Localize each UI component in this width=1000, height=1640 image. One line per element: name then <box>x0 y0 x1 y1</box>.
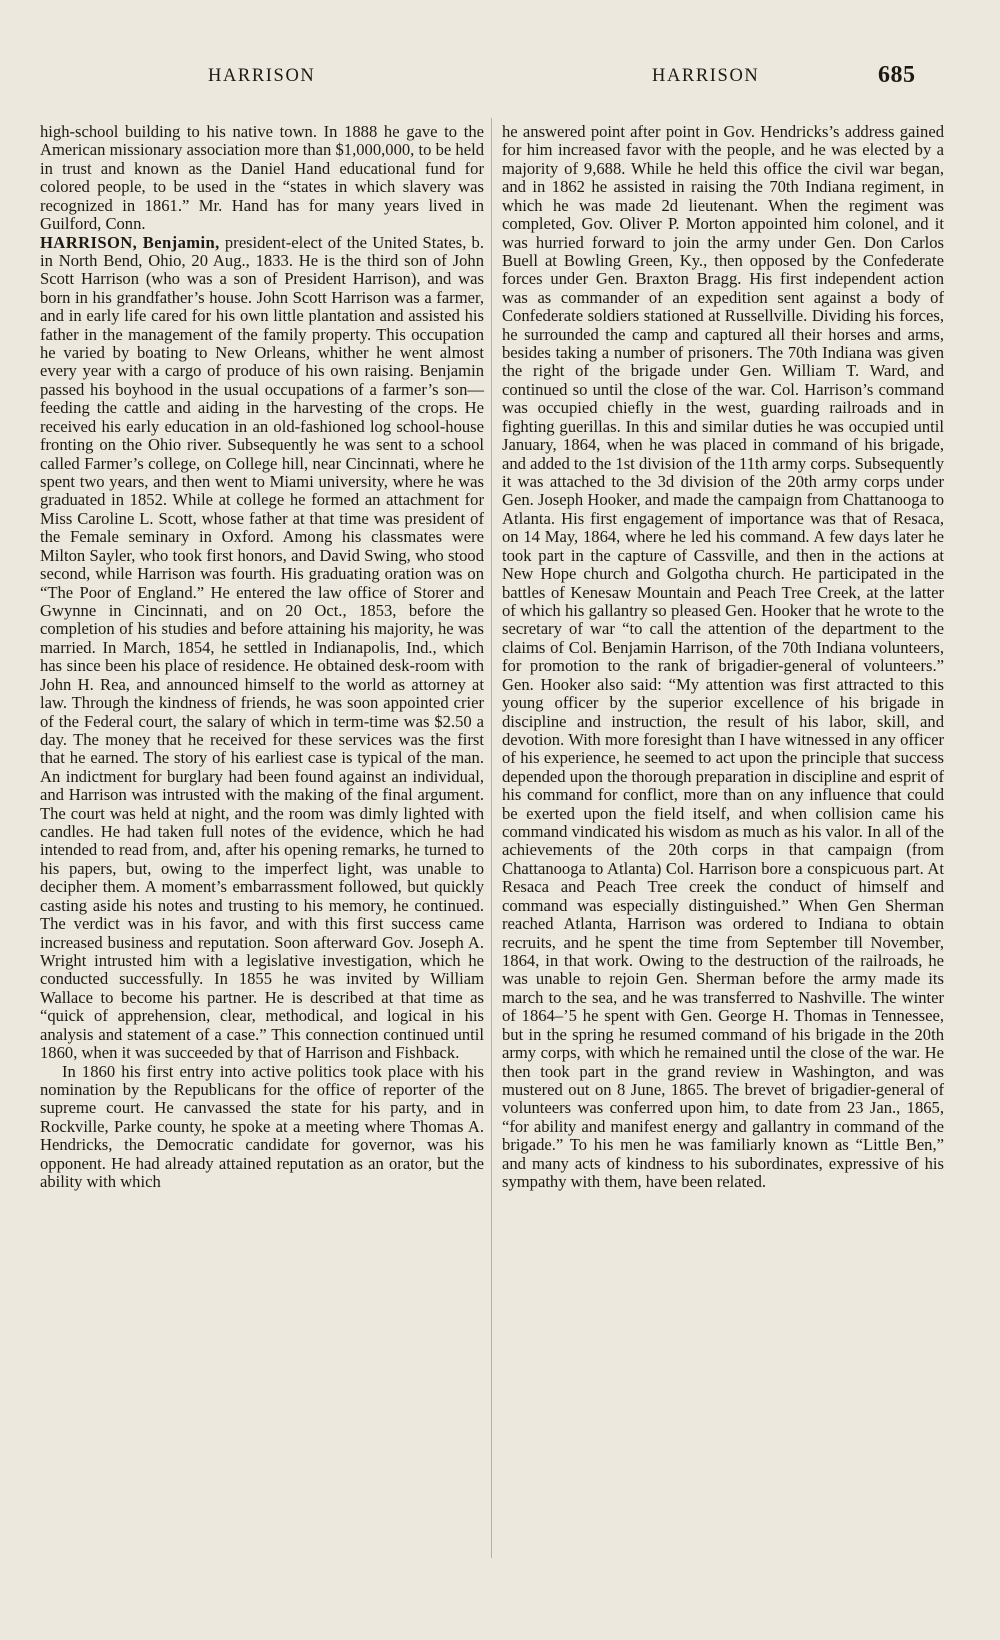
paragraph-politics: In 1860 his first entry into active politics took place with his nomination by the Republicans for the office of reporter of the supreme court. He canvassed the state for his party, and in Rockville, Parke county, he spoke at a meeting where Thomas A. Hendricks, the Democratic candidate for governor, was his opponent. He had already attained reputation as an orator, but the ability with which <box>40 1061 484 1192</box>
running-head-left: HARRISON <box>208 66 316 86</box>
column-divider <box>491 118 492 1558</box>
left-column <box>40 123 484 1191</box>
running-head-right: HARRISON <box>652 66 760 86</box>
page-number: 685 <box>878 62 916 88</box>
paragraph-civil-war: he answered point after point in Gov. Hendricks’s address gained for him increased favor with the people, and he was elected by a majority of 9,688. While he held this office the civil war began, and in 1862 he assisted in raising the 70th Indiana regiment, in which he was made 2d lieutenant. When the regiment was completed, Gov. Oliver P. Morton appointed him colonel, and it was hurried forward to join the army under Gen. Don Carlos Buell at Bowling Green, Ky., then opposed by the Confederate forces under Gen. Braxton Bragg. His first independent action was as commander of an expedition sent against a body of Confederate soldiers stationed at Russellville. Dividing his forces, he surrounded the camp and captured all their horses and arms, besides taking a number of prisoners. The 70th Indiana was given the right of the brigade under Gen. William T. Ward, and continued so until the close of the war. Col. Harrison’s command was occupied chiefly in the west, guarding railroads and in fighting guerillas. In this and similar duties he was occupied until January, 1864, when he was placed in command of his brigade, and added to the 1st division of the 11th army corps. Subsequently it was attached to the 3d division of the 20th army corps under Gen. Joseph Hooker, and made the campaign from Chattanooga to Atlanta. His first engagement of importance was that of Resaca, on 14 May, 1864, where he led his command. A few days later he took part in the capture of Cassville, and then in the actions at New Hope church and Golgotha church. He participated in the battles of Kenesaw Mountain and Peach Tree Creek, at the latter of which his gallantry so pleased Gen. Hooker that he wrote to the secretary of war “to call the attention of the department to the claims of Col. Benjamin Harrison, of the 70th Indiana volunteers, for promotion to the rank of brigadier-general of volunteers.” Gen. Hooker also said: “My attention was first attracted to this young officer by the superior excellence of his brigade in discipline and instruction, the result of his labor, skill, and devotion. With more foresight than I have witnessed in any officer of his experience, he seemed to act upon the principle that success depended upon the thorough preparation in discipline and esprit of his command for conflict, more than on any influence that could be exerted upon the field itself, and when collision came his command vindicated his wisdom as much as his valor. In all of the achievements of the 20th corps in that campaign (from Chattanooga to Atlanta) Col. Harrison bore a conspicuous part. At Resaca and Peach Tree creek the conduct of himself and command was especially distinguished.” When Gen Sherman reached Atlanta, Harrison was ordered to Indiana to obtain recruits, and he spent the time from September till November, 1864, in that work. Owing to the destruction of the railroads, he was unable to rejoin Gen. Sherman before the army made its march to the sea, and he was transferred to Nashville. The winter of 1864–’5 he spent with Gen. George H. Thomas in Tennessee, but in the spring he resumed command of his brigade in the 20th army corps, with which he remained until the close of the war. He then took part in the grand review in Washington, and was mustered out on 8 June, 1865. The brevet of brigadier-general of volunteers was conferred upon him, to date from 23 Jan., 1865, “for ability and manifest energy and gallantry in command of the brigade.” To his men he was familiarly known as “Little Ben,” and many acts of kindness to his subordinates, expressive of his sympathy with them, have been related. <box>502 122 944 1192</box>
entry-body: president-elect of the United States, b. in North Bend, Ohio, 20 Aug., 1833. He is the third son of John Scott Harrison (who was a son of President Harrison), and was born in his grandfather’s house. John Scott Harrison was a farmer, and in early life cared for his own little plantation and assisted his father in the management of the family property. This occupation he varied by boating to New Orleans, whither he went almost every year with a cargo of produce of his own raising. Benjamin passed his boyhood in the usual occupations of a farmer’s son—feeding the cattle and aiding in the harvesting of the crops. He received his early education in an old-fashioned log school-house fronting on the Ohio river. Subsequently he was sent to a school called Farmer’s college, on College hill, near Cincinnati, where he spent two years, and then went to Miami university, where he was graduated in 1852. While at college he formed an attachment for Miss Caroline L. Scott, whose father at that time was president of the Female seminary in Oxford. Among his classmates were Milton Sayler, who took first honors, and David Swing, who stood second, while Harrison was fourth. His graduating oration was on “The Poor of England.” He entered the law office of Storer and Gwynne in Cincinnati, and on 20 Oct., 1853, before the completion of his studies and before attaining his majority, he was married. In March, 1854, he settled in Indianapolis, Ind., which has since been his place of residence. He obtained desk-room with John H. Rea, and announced himself to the world as attorney at law. Through the kindness of friends, he was soon appointed crier of the Federal court, the salary of which in term-time was $2.50 a day. The money that he received for these services was the first that he earned. The story of his earliest case is typical of the man. An indictment for burglary had been found against an individual, and Harrison was intrusted with the making of the final argument. The court was held at night, and the room was dimly lighted with candles. He had taken full notes of the evidence, which he had intended to read from, and, after his opening remarks, he turned to his papers, but, owing to the imperfect light, was unable to decipher them. A moment’s embarrassment followed, but quickly casting aside his notes and trusting to his memory, he continued. The verdict was in his favor, and with this first success came increased business and reputation. Soon afterward Gov. Joseph A. Wright intrusted him with a legislative investigation, which he conducted successfully. In 1855 he was invited by William Wallace to become his partner. He is described at that time as “quick of apprehension, clear, methodical, and logical in his analysis and statement of a case.” This connection continued until 1860, when it was succeeded by that of Harrison and Fishback. <box>40 232 484 1063</box>
paragraph-harrison-entry <box>40 234 484 1063</box>
entry-heading: HARRISON, Benjamin, <box>40 232 220 252</box>
paragraph-hand-continuation: high-school building to his native town. In 1888 he gave to the American missionary association more than $1,000,000, to be held in trust and known as the Daniel Hand educational fund for colored people, to be used in the “states in which slavery was recognized in 1861.” Mr. Hand has for many years lived in Guilford, Conn. <box>40 122 484 234</box>
right-column <box>502 123 944 1191</box>
